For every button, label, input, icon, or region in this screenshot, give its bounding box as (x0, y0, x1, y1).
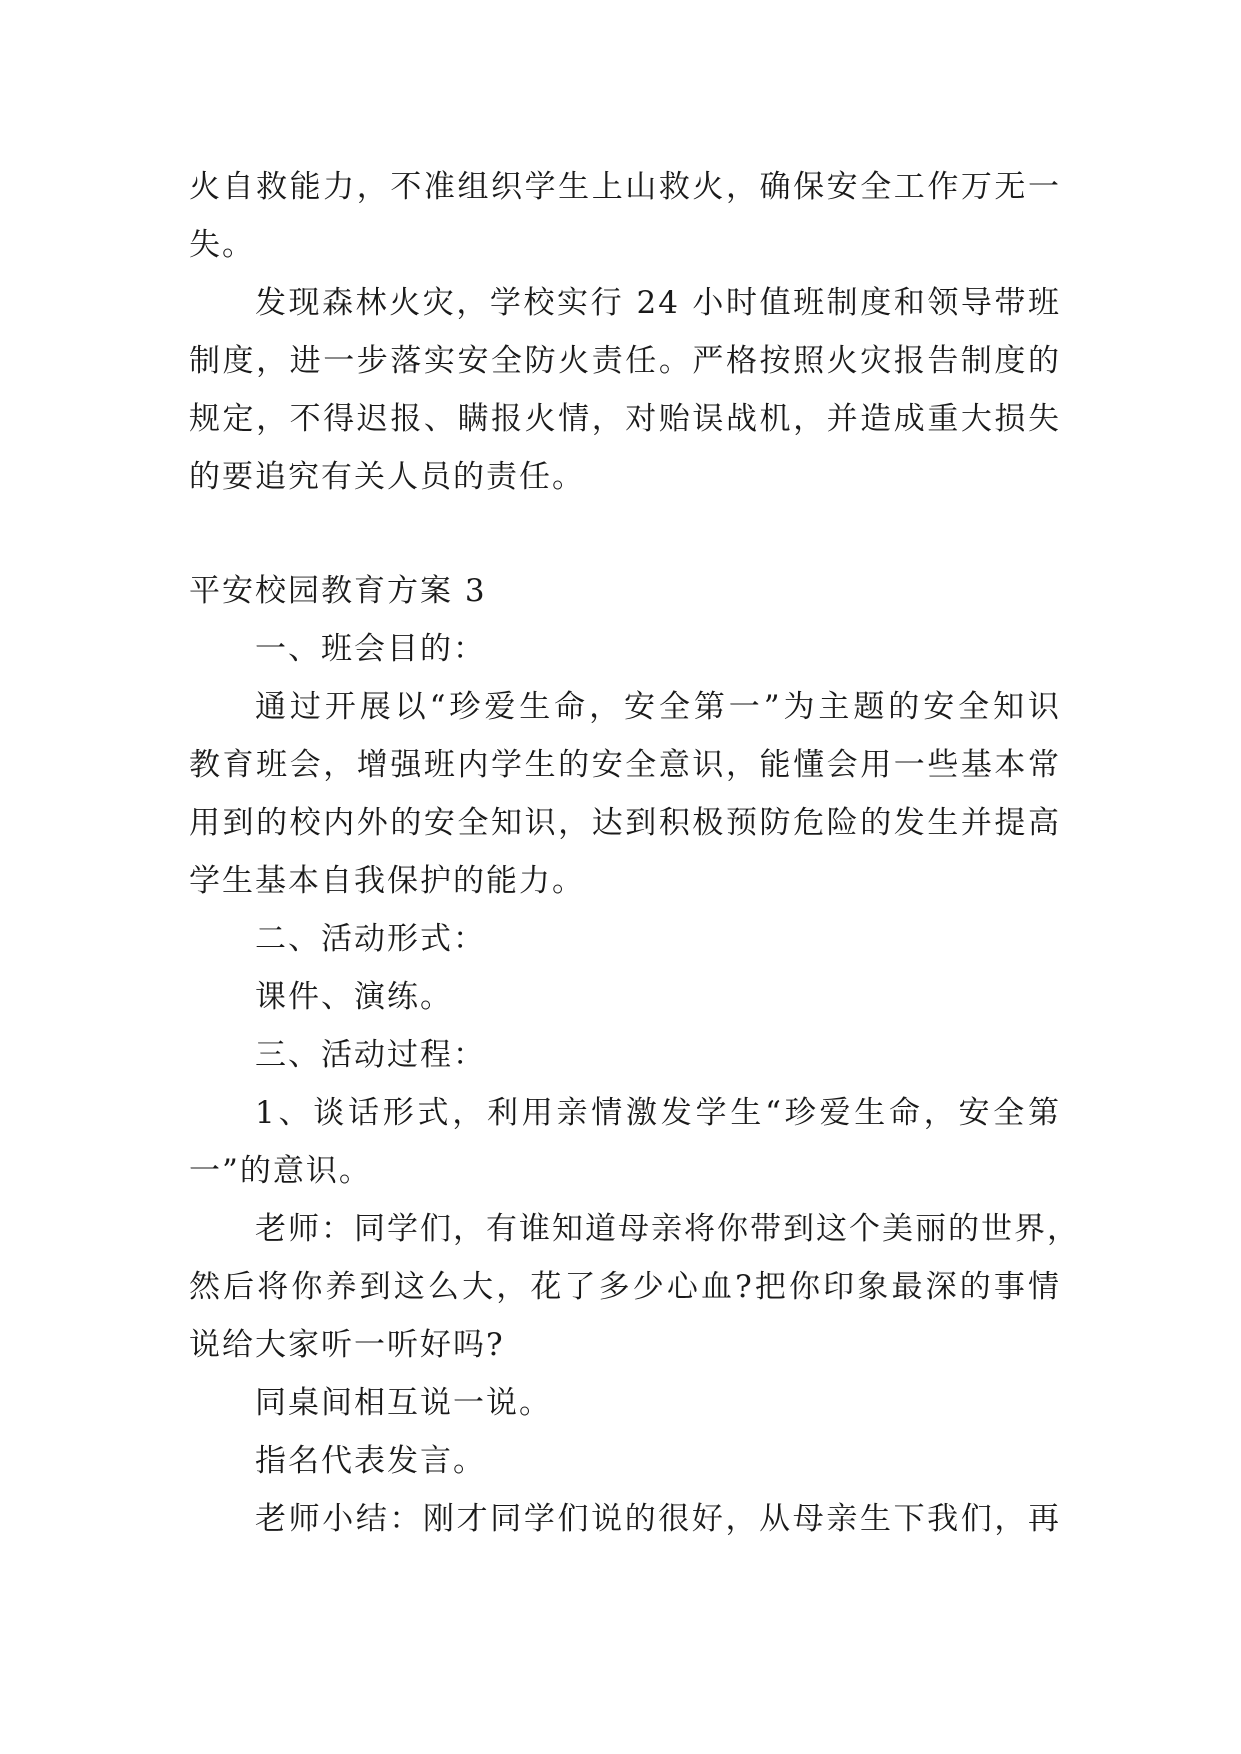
paragraph-line: 1、谈话形式，利用亲情激发学生“珍爱生命，安全第 (255, 1095, 1061, 1131)
paragraph-line: 制度，进一步落实安全防火责任。严格按照火灾报告制度的 (189, 343, 1061, 379)
paragraph-line: 老师小结：刚才同学们说的很好，从母亲生下我们，再 (255, 1501, 1061, 1537)
paragraph-line: 失。 (189, 227, 255, 263)
paragraph-line: 发现森林火灾，学校实行 24 小时值班制度和领导带班 (255, 285, 1061, 321)
paragraph-line: 的要追究有关人员的责任。 (189, 459, 585, 495)
paragraph-line: 然后将你养到这么大，花了多少心血?把你印象最深的事情 (189, 1269, 1061, 1305)
paragraph-line: 说给大家听一听好吗? (189, 1327, 505, 1363)
paragraph-line: 火自救能力，不准组织学生上山救火，确保安全工作万无一 (189, 169, 1061, 205)
document-body (189, 158, 1080, 1548)
section-title: 三、活动过程： (255, 1037, 486, 1073)
document-heading: 平安校园教育方案 3 (189, 573, 487, 609)
paragraph-line: 规定，不得迟报、瞒报火情，对贻误战机，并造成重大损失 (189, 401, 1061, 437)
paragraph-line: 一”的意识。 (189, 1153, 372, 1189)
paragraph-line: 课件、演练。 (255, 979, 453, 1015)
paragraph-line: 同桌间相互说一说。 (255, 1385, 552, 1421)
section-title: 一、班会目的： (255, 631, 486, 667)
section-gap (189, 506, 1061, 562)
paragraph-line: 教育班会，增强班内学生的安全意识，能懂会用一些基本常 (189, 747, 1061, 783)
paragraph-line: 学生基本自我保护的能力。 (189, 863, 585, 899)
paragraph-line: 老师：同学们，有谁知道母亲将你带到这个美丽的世界， (255, 1211, 1080, 1247)
paragraph-line: 指名代表发言。 (255, 1443, 486, 1479)
section-title: 二、活动形式： (255, 921, 486, 957)
paragraph-line: 通过开展以“珍爱生命，安全第一”为主题的安全知识 (255, 689, 1061, 725)
paragraph-line: 用到的校内外的安全知识，达到积极预防危险的发生并提高 (189, 805, 1061, 841)
